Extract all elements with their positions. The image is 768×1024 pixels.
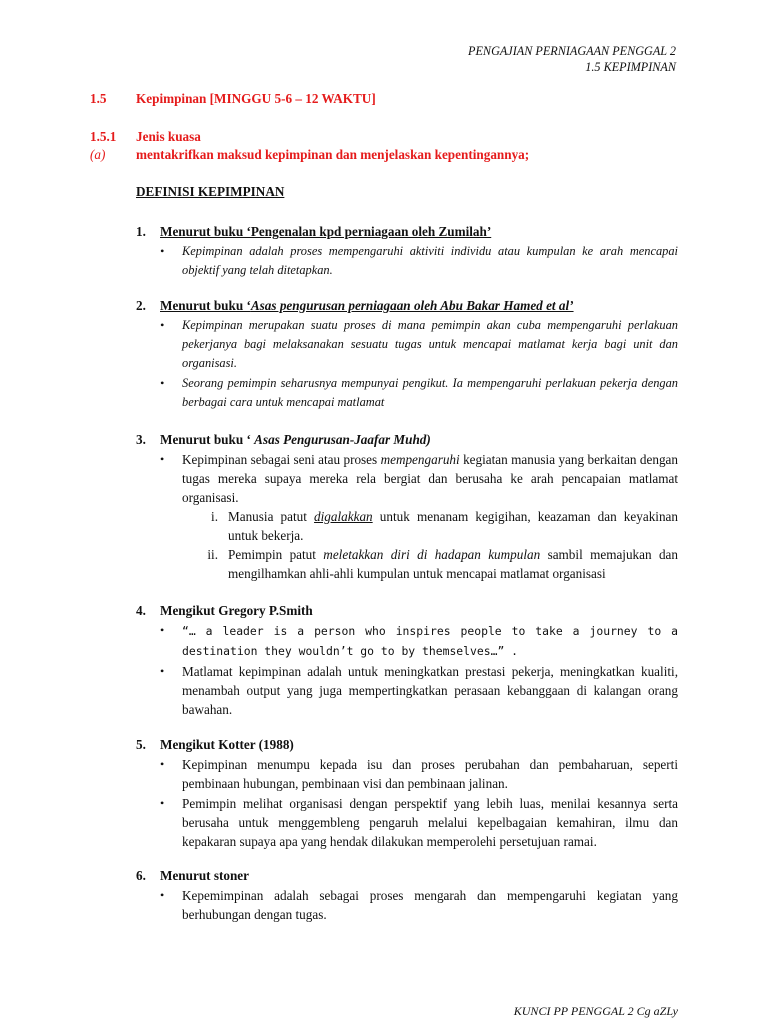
bullet-icon: •	[160, 376, 165, 390]
bullet-icon: •	[160, 623, 165, 637]
section-heading: 2. Menurut buku ‘Asas pengurusan perniagaan oleh Abu Bakar Hamed et al’	[136, 298, 574, 313]
definition-heading: DEFINISI KEPIMPINAN	[136, 184, 285, 199]
header-course: PENGAJIAN PERNIAGAAN PENGGAL 2	[468, 44, 676, 58]
objective-line	[90, 146, 529, 164]
bullet-item: • Kepemimpinan adalah sebagai proses mengarah dan mempengaruhi kegiatan yang berhubungan dengan tugas.	[160, 888, 678, 922]
bullet-item: • Matlamat kepimpinan adalah untuk meningkatkan prestasi pekerja, meningkatkan kualiti, menambah output yang juga mempertingkatkan perasaan kebanggaan di kalangan orang bawahan.	[160, 664, 678, 717]
bullet-item: • Pemimpin melihat organisasi dengan perspektif yang lebih luas, menilai kesannya serta berusaha untuk menggembleng pengaruh melalui kepelbagaian kemahiran, ilmu dan kepakaran supaya apa yang hendak dilakukan memperolehi persetujuan ramai.	[160, 796, 678, 849]
section-title: Mengikut Gregory P.Smith	[160, 603, 313, 618]
header-chapter: 1.5 KEPIMPINAN	[585, 60, 676, 74]
leader-quote: “… a leader is a person who inspires people to take a journey to a destination they wouldn’t go to by themselves…” .	[182, 624, 678, 658]
section-heading: 5. Mengikut Kotter (1988)	[136, 737, 294, 752]
section-heading: 6. Menurut stoner	[136, 868, 250, 883]
topic-heading	[90, 90, 376, 108]
page-header	[468, 43, 676, 75]
book-title: Asas Pengurusan-Jaafar Muhd)	[254, 432, 431, 447]
section-3	[136, 430, 678, 583]
section-2	[136, 296, 678, 412]
subtopic-number: 1.5.1	[90, 129, 117, 144]
section-title: Mengikut Kotter (1988)	[160, 737, 294, 752]
bullet-icon: •	[160, 452, 165, 466]
bullet-item: • Kepimpinan adalah proses mempengaruhi aktiviti individu atau kumpulan ke arah mencapai objektif yang telah ditetapkan.	[160, 244, 678, 277]
topic-title: Kepimpinan [MINGGU 5-6 – 12 WAKTU]	[136, 91, 376, 106]
bullet-item: • Kepimpinan merupakan suatu proses di mana pemimpin akan cuba mempengaruhi perlakuan pekerjanya bagi melaksanakan sesuatu tugas untuk mencapai matlamat kerja bagi unit dan organisasi.	[160, 318, 678, 370]
subtopic-heading	[90, 128, 201, 146]
section-5	[136, 735, 678, 851]
section-heading: 3. Menurut buku ‘ Asas Pengurusan-Jaafar Muhd)	[136, 432, 431, 447]
page-footer: KUNCI PP PENGGAL 2 Cg aZLy	[513, 1004, 678, 1018]
bullet-item: • Kepimpinan menumpu kepada isu dan proses perubahan dan pembaharuan, seperti pembinaan hubungan, pembinaan visi dan pembinaan jalinan.	[160, 757, 678, 791]
bullet-icon: •	[160, 796, 165, 810]
section-title: Menurut stoner	[160, 868, 250, 883]
bullet-item: • Seorang pemimpin seharusnya mempunyai pengikut. Ia mempengaruhi perlakuan pekerja dengan berbagai cara untuk mencapai matlamat	[160, 376, 678, 409]
quote-item	[136, 621, 678, 661]
section-4	[136, 601, 678, 719]
bullet-icon: •	[160, 757, 165, 771]
topic-number: 1.5	[90, 91, 107, 106]
sub-item: i. Manusia patut digalakkan untuk menanam kegigihan, keazaman dan keyakinan untuk bekerja.	[211, 509, 678, 543]
section-6	[136, 866, 678, 924]
subtopic-title: Jenis kuasa	[136, 129, 201, 144]
bullet-icon: •	[160, 664, 165, 678]
section-1	[136, 222, 678, 280]
objective-label: (a)	[90, 147, 106, 162]
book-title: Asas pengurusan perniagaan oleh Abu Bakar Hamed et al’	[250, 298, 574, 313]
section-title: Menurut buku ‘Pengenalan kpd perniagaan oleh Zumilah’	[160, 224, 492, 239]
objective-text: mentakrifkan maksud kepimpinan dan menjelaskan kepentingannya;	[136, 147, 530, 162]
section-heading: 4. Mengikut Gregory P.Smith	[136, 603, 313, 618]
sub-item: ii. Pemimpin patut meletakkan diri di hadapan kumpulan sambil memajukan dan mengilhamkan ahli-ahli kumpulan untuk mencapai matlamat organisasi	[207, 547, 678, 581]
bullet-item: • Kepimpinan sebagai seni atau proses mempengaruhi kegiatan manusia yang berkaitan dengan tugas mereka supaya mereka rela bergiat dan berusaha ke arah pencapaian matlamat organisasi.	[160, 452, 678, 505]
section-heading: 1. Menurut buku ‘Pengenalan kpd perniagaan oleh Zumilah’	[136, 224, 492, 239]
bullet-icon: •	[160, 244, 165, 258]
bullet-icon: •	[160, 888, 165, 902]
bullet-icon: •	[160, 318, 165, 332]
